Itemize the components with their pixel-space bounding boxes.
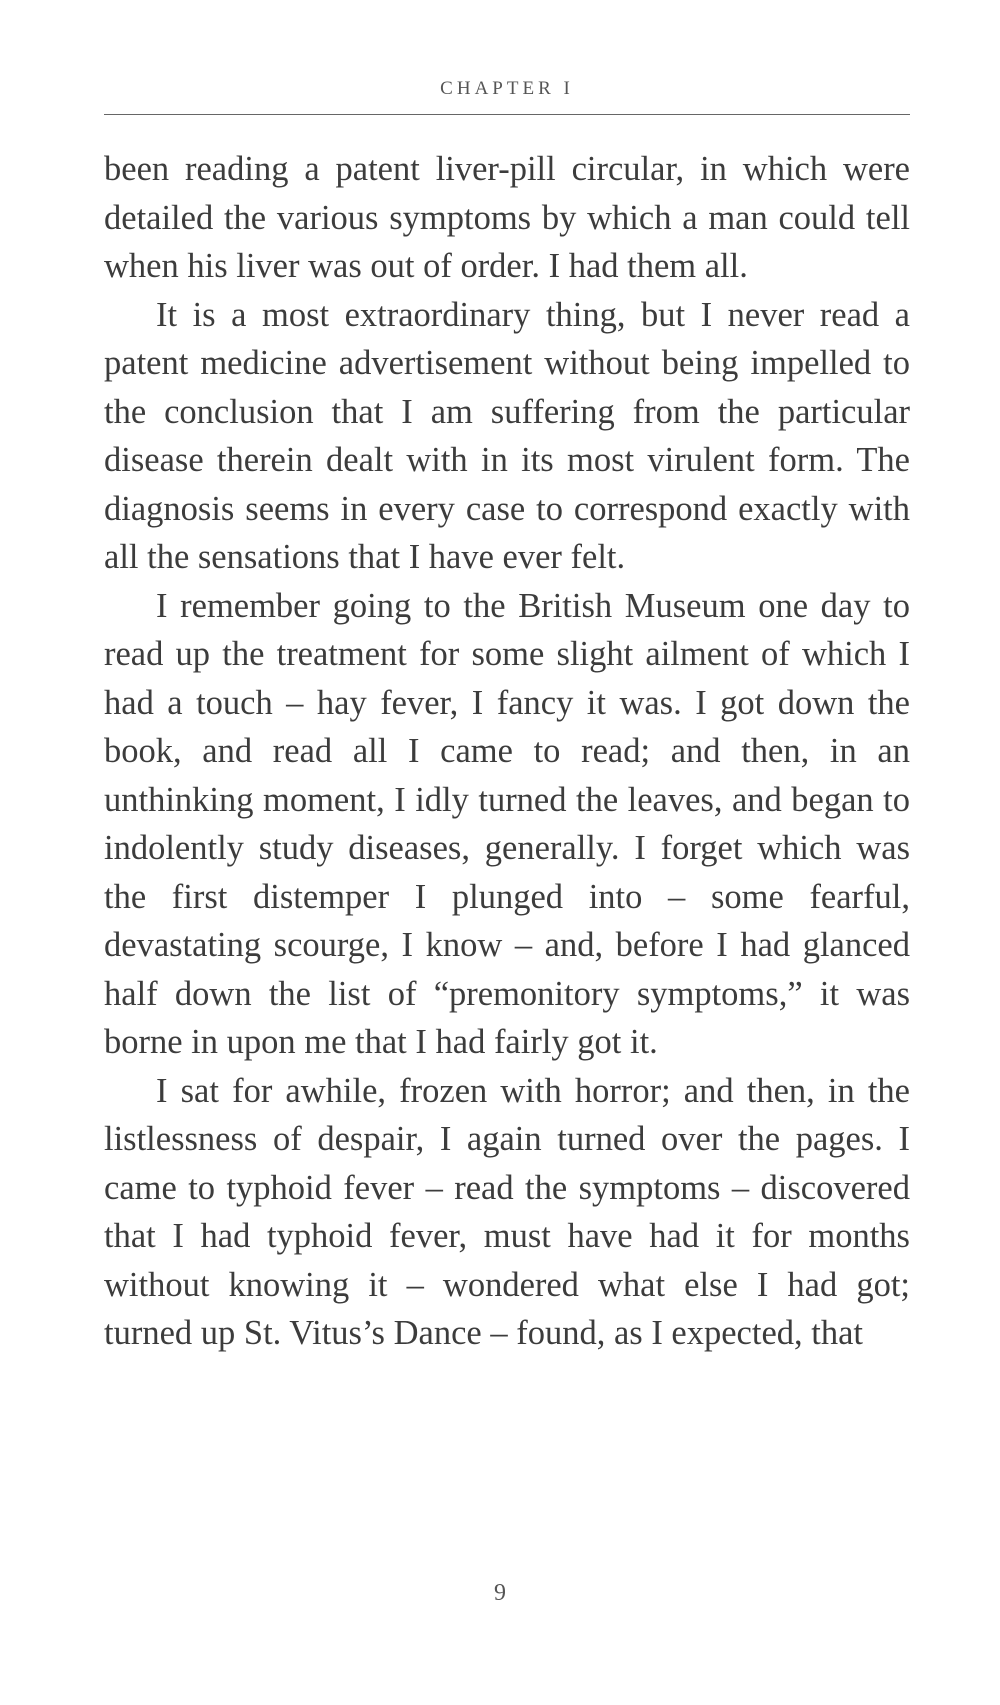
paragraph: I sat for awhile, frozen with horror; and then, in the listlessness of despair, I again turned over the pages. I came to typhoid fever – read the symptoms – discovered that I had typhoid fever, must have had it for months without knowing it – wondered what else I had got; turned up St. Vitus’s Dance – found, as I expected, that [104,1071,910,1352]
paragraph: I remember going to the British Museum one day to read up the treatment for some slight ailment of which I had a touch – hay fever, I fancy it was. I got down the book, and read all I came to read; and then, in an unthinking moment, I idly turned the leaves, and began to indolently study diseases, generally. I forget which was the first distemper I plunged into – some fearful, devastating scourge, I know – and, before I had glanced half down the list of “premonitory symptoms,” it was borne in upon me that I had fairly got it. [104,586,910,1061]
paragraph: It is a most extraordinary thing, but I never read a patent medicine advertisement without being impelled to the conclusion that I am suffering from the particular disease therein dealt with in its most virulent form. The diagnosis seems in every case to correspond exactly with all the sensations that I have ever felt. [104,295,910,576]
running-head: CHAPTER I [440,78,574,99]
paragraph-continued: been reading a patent liver-pill circular, in which were detailed the various symptoms by which a man could tell when his liver was out of order. I had them all. [104,150,910,285]
header-rule [104,114,910,115]
body-text [104,145,910,1358]
page-number: 9 [494,1580,506,1606]
